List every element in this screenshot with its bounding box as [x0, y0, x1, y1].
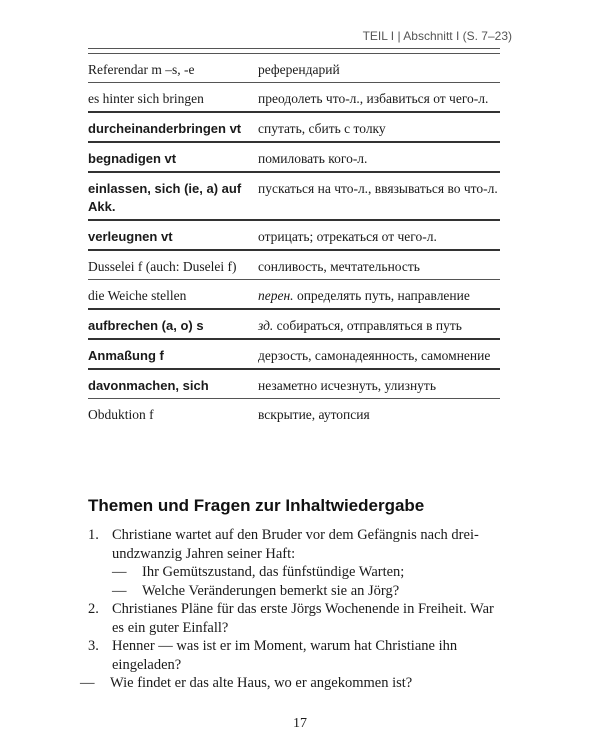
german-term: begnadigen vt — [88, 151, 177, 166]
table-row — [88, 221, 500, 251]
dash-marker: — — [80, 675, 95, 691]
german-term: davonmachen, sich — [88, 378, 209, 393]
german-term: die Weiche stellen — [88, 288, 187, 303]
dash-marker: — — [112, 582, 127, 599]
list-item — [88, 600, 508, 637]
question-number: 1. — [88, 527, 99, 543]
russian-translation: незаметно исчезнуть, улизнуть — [258, 378, 436, 393]
russian-translation: пускаться на что-л., ввязываться во что-л. — [258, 181, 498, 196]
question-text: Christianes Pläne für das erste Jörgs Wochenende in Freiheit. War es ein guter Einfall? — [112, 601, 494, 636]
sub-item — [88, 582, 508, 601]
russian-translation: преодолеть что-л., избавиться от чего-л. — [258, 91, 489, 106]
question-text: Henner — was ist er im Moment, warum hat Christiane ihn eingeladen? — [112, 638, 458, 673]
section-title: Themen und Fragen zur Inhaltwiedergabe — [88, 496, 425, 515]
table-row — [88, 54, 500, 83]
table-row — [88, 83, 500, 113]
vocabulary-table — [88, 53, 500, 427]
german-term: Referendar m –s, -e — [88, 62, 195, 77]
german-term: verleugnen vt — [88, 229, 173, 244]
russian-translation: отрицать; отрекаться от чего-л. — [258, 229, 437, 244]
translation-text: определять путь, направление — [296, 288, 470, 303]
german-term: durcheinanderbringen vt — [88, 121, 242, 136]
russian-translation: дерзость, самонадеянность, самомнение — [258, 348, 491, 363]
table-row — [88, 251, 500, 280]
translation-text: собираться, отправляться в путь — [276, 318, 462, 333]
russian-translation: помиловать кого-л. — [258, 151, 368, 166]
russian-translation: референдарий — [258, 62, 340, 77]
russian-translation: спутать, сбить с толку — [258, 121, 386, 136]
question-text: Christiane wartet auf den Bruder vor dem Gefängnis nach drei-undzwanzig Jahren seiner Haft: — [112, 527, 479, 562]
table-row — [88, 370, 500, 399]
list-item — [88, 637, 508, 674]
russian-translation — [254, 280, 500, 308]
russian-translation: вскрытие, аутопсия — [258, 407, 370, 422]
german-term: Anmaßung f — [88, 348, 164, 363]
german-term: Dusselei f (auch: Duselei f) — [88, 259, 237, 274]
german-term: Obduktion f — [88, 407, 154, 422]
sub-item — [80, 674, 508, 693]
table-row — [88, 280, 500, 310]
sub-item — [88, 563, 508, 582]
russian-translation — [254, 310, 500, 338]
usage-label: перен. — [258, 288, 294, 303]
german-term: einlassen, sich (ie, a) auf Akk. — [88, 181, 242, 214]
table-row — [88, 173, 500, 221]
question-number: 3. — [88, 638, 99, 654]
sub-item-text: Welche Veränderungen bemerkt sie an Jörg? — [142, 582, 400, 599]
table-row — [88, 340, 500, 370]
list-item — [88, 526, 508, 563]
table-row — [88, 143, 500, 173]
page-number: 17 — [293, 716, 307, 731]
german-term: es hinter sich bringen — [88, 91, 204, 106]
usage-label: зд. — [258, 318, 274, 333]
question-number: 2. — [88, 601, 99, 617]
header-rule — [88, 48, 500, 49]
running-head: TEIL I | Abschnitt I (S. 7–23) — [362, 29, 512, 43]
sub-item-text: Wie findet er das alte Haus, wo er angekommen ist? — [110, 675, 413, 691]
table-row — [88, 399, 500, 427]
german-term: aufbrechen (a, o) s — [88, 318, 204, 333]
russian-translation: сонливость, мечтательность — [258, 259, 420, 274]
table-row — [88, 113, 500, 143]
dash-marker: — — [112, 564, 127, 580]
sub-item-text: Ihr Gemütszustand, das fünfstündige Warten; — [142, 564, 405, 580]
table-row — [88, 310, 500, 340]
question-list — [80, 526, 508, 693]
